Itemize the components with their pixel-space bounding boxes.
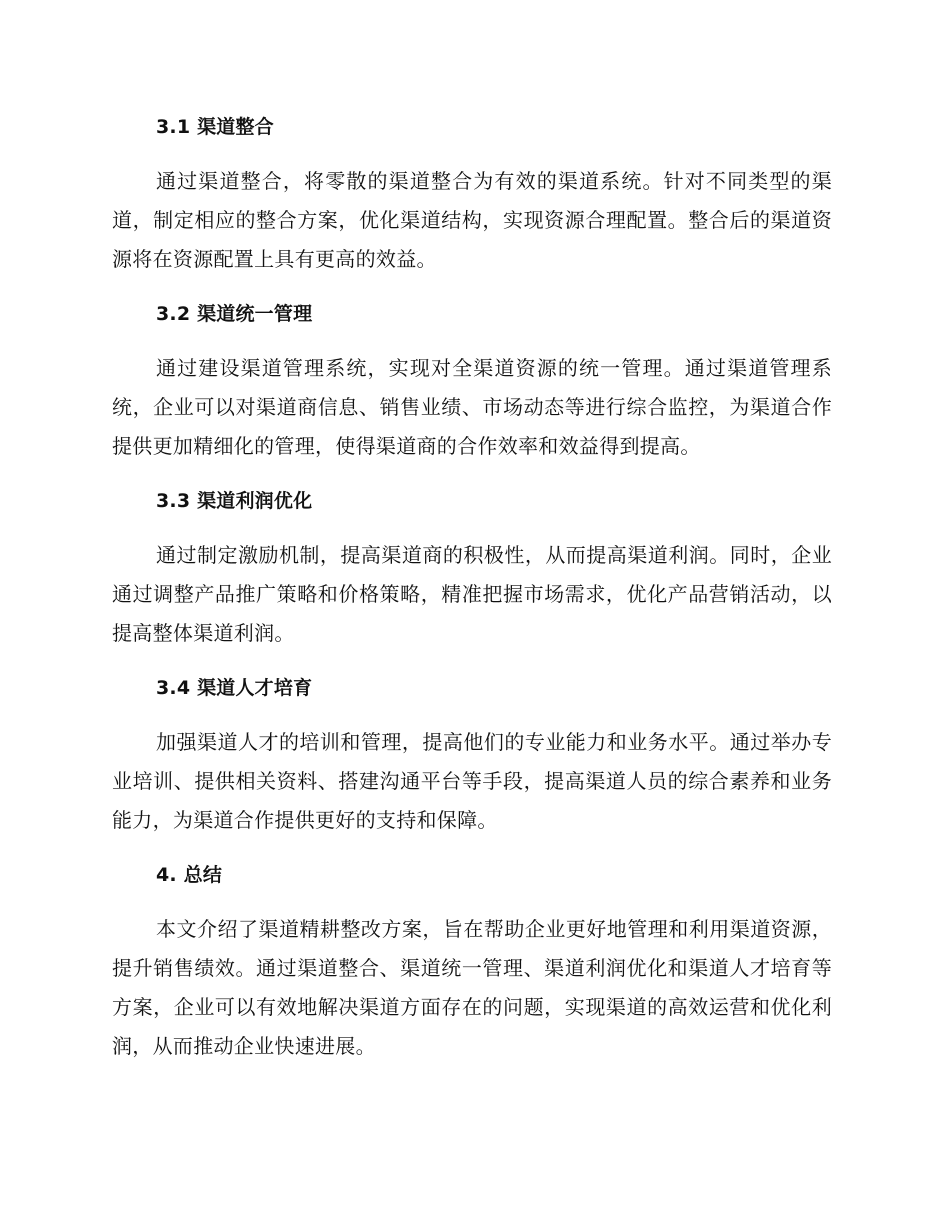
section-paragraph: 本文介绍了渠道精耕整改方案，旨在帮助企业更好地管理和利用渠道资源，提升销售绩效。通过渠道整合、渠道统一管理、渠道利润优化和渠道人才培育等方案，企业可以有效地解决渠道方面存在的问题，实现渠道的高效运营和优化利润，从而推动企业快速进展。 — [112, 917, 832, 1058]
document-body — [112, 108, 832, 1082]
section-3-1 — [112, 108, 832, 279]
section-heading: 3.3 渠道利润优化 — [156, 490, 313, 512]
section-3-2 — [112, 295, 832, 466]
section-paragraph: 通过渠道整合，将零散的渠道整合为有效的渠道系统。针对不同类型的渠道，制定相应的整合方案，优化渠道结构，实现资源合理配置。整合后的渠道资源将在资源配置上具有更高的效益。 — [112, 169, 832, 271]
section-3-3 — [112, 482, 832, 653]
section-heading: 3.2 渠道统一管理 — [156, 303, 313, 325]
section-paragraph: 加强渠道人才的培训和管理，提高他们的专业能力和业务水平。通过举办专业培训、提供相关资料、搭建沟通平台等手段，提高渠道人员的综合素养和业务能力，为渠道合作提供更好的支持和保障。 — [112, 730, 832, 832]
section-paragraph: 通过制定激励机制，提高渠道商的积极性，从而提高渠道利润。同时，企业通过调整产品推广策略和价格策略，精准把握市场需求，优化产品营销活动，以提高整体渠道利润。 — [112, 543, 832, 645]
section-4-summary — [112, 856, 832, 1066]
section-heading: 3.1 渠道整合 — [156, 116, 274, 138]
section-heading: 3.4 渠道人才培育 — [156, 677, 313, 699]
section-paragraph: 通过建设渠道管理系统，实现对全渠道资源的统一管理。通过渠道管理系统，企业可以对渠道商信息、销售业绩、市场动态等进行综合监控，为渠道合作提供更加精细化的管理，使得渠道商的合作效率和效益得到提高。 — [112, 356, 832, 458]
section-heading: 4. 总结 — [156, 864, 223, 886]
section-3-4 — [112, 669, 832, 840]
